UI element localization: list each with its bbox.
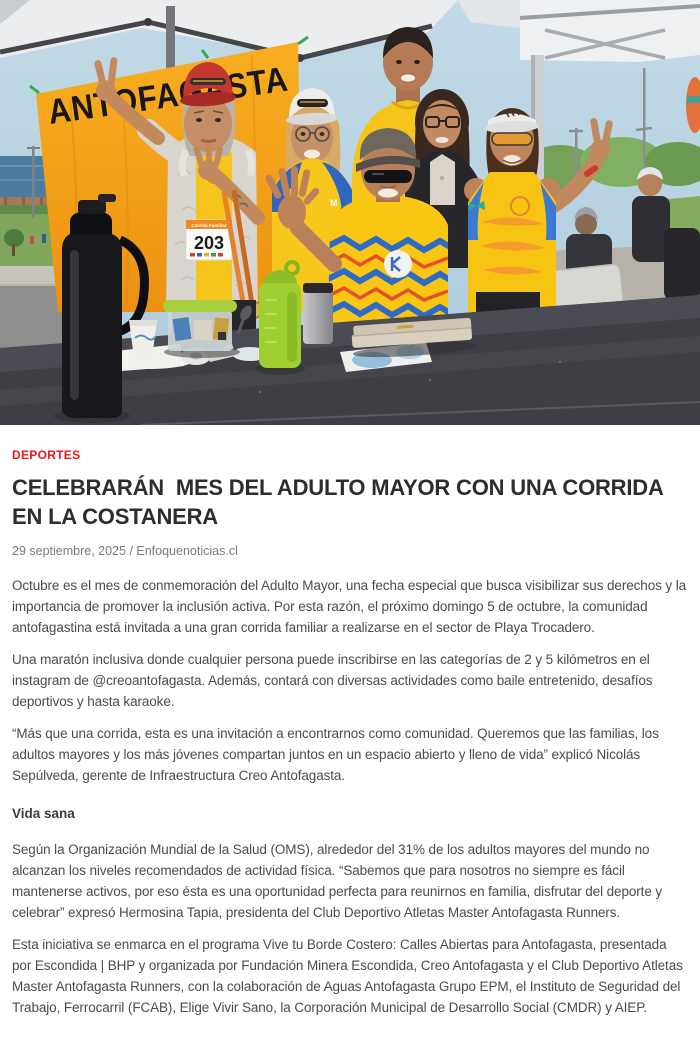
article-subheading: Vida sana (12, 806, 75, 822)
category-label[interactable]: DEPORTES (12, 448, 81, 462)
bib-number-text: 203 (193, 233, 225, 253)
meta-separator: / (125, 544, 137, 559)
bib-header-text: Corrida Familiar (191, 222, 227, 228)
article-paragraph-3: “Más que una corrida, esta es una invitación a encontrarnos como comunidad. Queremos que las familias, los adultos mayores y los más jóvenes compartan juntos en un espacio abierto y lleno de vida” explicó Nicolás Sepúlveda, gerente de Infraestructura Creo Antofagasta. (12, 726, 659, 784)
svg-text:M: M (330, 198, 338, 208)
article-hero-image (0, 0, 700, 425)
steel-tumbler (303, 283, 333, 344)
article-paragraph-4: Según la Organización Mundial de la Salud (OMS), alrededor del 31% de los adultos mayores del mundo no alcanzan los niveles recomendados de actividad física. “Sabemos que para nosotros no siempre es fácil mantenerse activos, por eso ésta es una oportunidad perfecta para reunirnos en familia, disfrutar del deporte y celebrar” expresó Hermosina Tapia, presidenta del Club Deportivo Atletas Master Antofagasta Runners. (12, 842, 663, 921)
article-source-link[interactable]: Enfoquenoticias.cl (136, 544, 238, 559)
article-paragraph-5: Esta iniciativa se enmarca en el programa Vive tu Borde Costero: Calles Abiertas para Antofagasta, presentada por Escondida | BHP y organizada por Fundación Minera Escondida, Creo Antofagasta y el Club Deportivo Atletas Master Antofagasta Runners, con la colaboración de Aguas Antofagasta Grupo EPM, el Instituto de Seguridad del Trabajo, Ferrocarril (FCAB), Elige Vivir Sano, la Corporación Municipal de Desarrollo Social (CMDR) y AIEP. (12, 937, 683, 1016)
article-meta (12, 544, 688, 558)
article-paragraph-2: Una maratón inclusiva donde cualquier persona puede inscribirse en las categorías de 2 y 5 kilómetros en el instagram de @creoantofagasta. Además, contará con diversas actividades como baile entretenido, desafíos deportivos y hasta karaoke. (12, 652, 653, 710)
article-paragraph-1: Octubre es el mes de conmemoración del Adulto Mayor, una fecha especial que busca visibilizar sus derechos y la importancia de promover la inclusión activa. Por esta razón, el próximo domingo 5 de octubre, la comunidad antofagastina está invitada a una gran corrida familiar a realizarse en el sector de Playa Trocadero. (12, 578, 687, 636)
plastic-container (163, 300, 240, 358)
article-title: CELEBRARÁN MES DEL ADULTO MAYOR CON UNA CORRIDA EN LA COSTANERA (12, 475, 669, 529)
article-date: 29 septiembre, 2025 (12, 544, 126, 559)
race-bib (186, 220, 232, 260)
hero-photo-illustration (0, 0, 700, 425)
article-body (0, 425, 700, 1043)
